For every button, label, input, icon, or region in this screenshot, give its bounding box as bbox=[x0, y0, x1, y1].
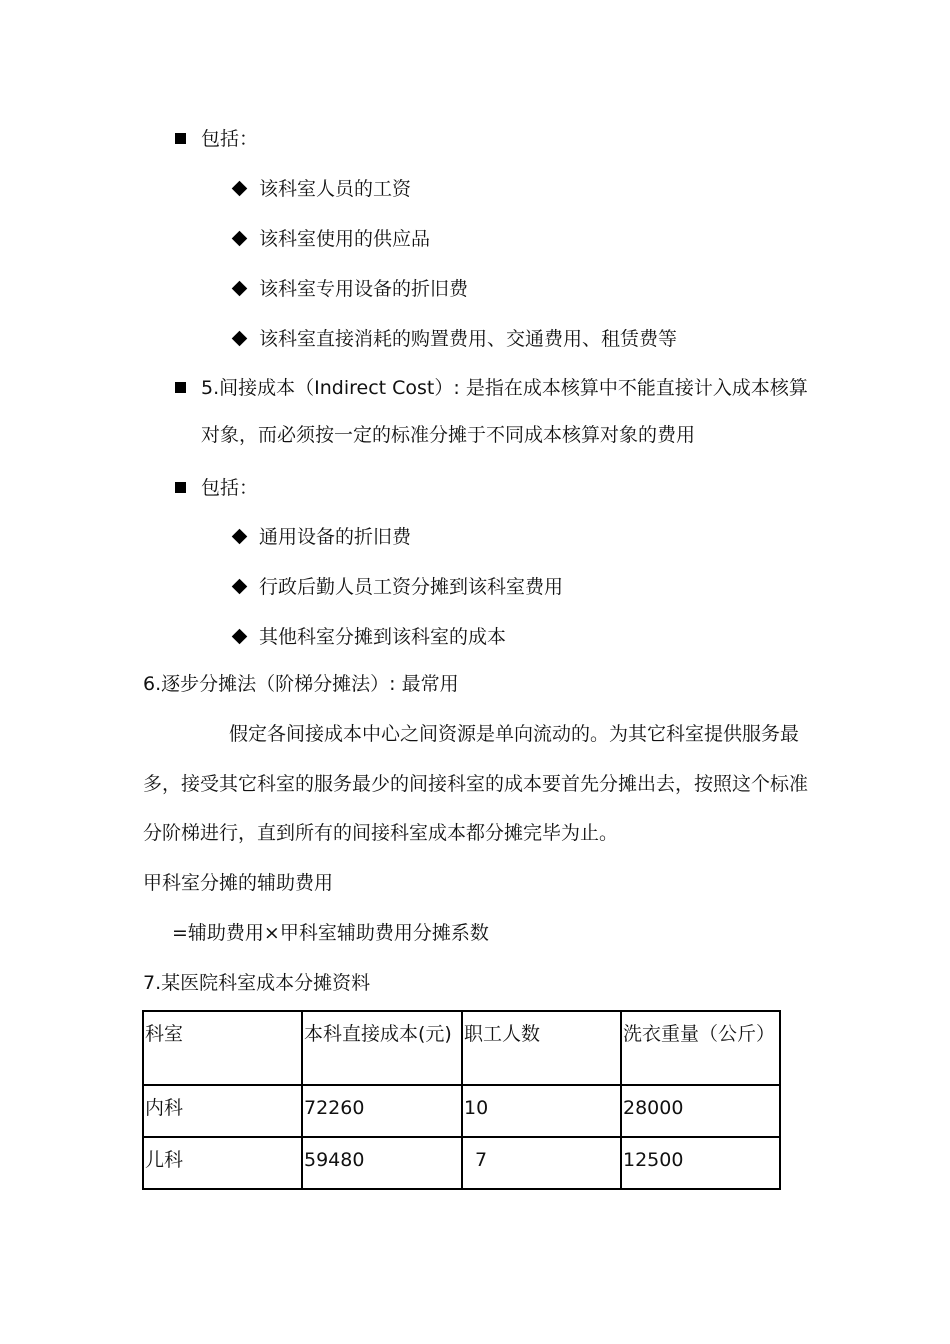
diamond-bullet-icon bbox=[232, 529, 248, 545]
table-cell: 7 bbox=[462, 1137, 621, 1189]
square-bullet-icon bbox=[175, 382, 186, 393]
list-item: 包括： bbox=[201, 477, 259, 499]
diamond-bullet-icon bbox=[232, 579, 248, 595]
list-item: 该科室直接消耗的购置费用、交通费用、租赁费等 bbox=[259, 328, 678, 350]
header-cell: 本科直接成本(元) bbox=[302, 1011, 462, 1085]
table-cell: 59480 bbox=[302, 1137, 462, 1189]
table-cell: 28000 bbox=[621, 1085, 780, 1137]
paragraph-line: 分阶梯进行，直到所有的间接科室成本都分摊完毕为止。 bbox=[143, 822, 619, 844]
list-item: 该科室专用设备的折旧费 bbox=[259, 278, 469, 300]
list-item: 行政后勤人员工资分摊到该科室费用 bbox=[259, 576, 564, 598]
table-cell: 儿科 bbox=[143, 1137, 302, 1189]
header-cell: 洗衣重量（公斤） bbox=[621, 1011, 780, 1085]
list-item: 包括： bbox=[201, 128, 259, 150]
diamond-bullet-icon bbox=[232, 331, 248, 347]
table-header-row bbox=[143, 1011, 780, 1085]
diamond-bullet-icon bbox=[232, 181, 248, 197]
list-item: 其他科室分摊到该科室的成本 bbox=[259, 626, 507, 648]
table-row bbox=[143, 1137, 780, 1189]
table-cell: 内科 bbox=[143, 1085, 302, 1137]
diamond-bullet-icon bbox=[232, 629, 248, 645]
indirect-cost-definition: 5.间接成本（Indirect Cost）: 是指在成本核算中不能直接计入成本核算 bbox=[201, 377, 808, 399]
square-bullet-icon bbox=[175, 482, 186, 493]
paragraph-line: 假定各间接成本中心之间资源是单向流动的。为其它科室提供服务最 bbox=[229, 723, 800, 745]
table-cell: 12500 bbox=[621, 1137, 780, 1189]
section-heading: 6.逐步分摊法（阶梯分摊法）: 最常用 bbox=[143, 673, 459, 695]
square-bullet-icon bbox=[175, 133, 186, 144]
diamond-bullet-icon bbox=[232, 231, 248, 247]
cost-allocation-table bbox=[142, 1010, 781, 1190]
indirect-cost-definition-cont: 对象，而必须按一定的标准分摊于不同成本核算对象的费用 bbox=[201, 424, 696, 446]
formula-expression: =辅助费用×甲科室辅助费用分摊系数 bbox=[172, 922, 489, 944]
paragraph-line: 多，接受其它科室的服务最少的间接科室的成本要首先分摊出去，按照这个标准 bbox=[143, 773, 809, 795]
formula-label: 甲科室分摊的辅助费用 bbox=[143, 872, 334, 894]
table-row bbox=[143, 1085, 780, 1137]
list-item: 通用设备的折旧费 bbox=[259, 526, 412, 548]
section-heading: 7.某医院科室成本分摊资料 bbox=[143, 972, 371, 994]
list-item: 该科室使用的供应品 bbox=[259, 228, 431, 250]
table-cell: 72260 bbox=[302, 1085, 462, 1137]
diamond-bullet-icon bbox=[232, 281, 248, 297]
header-cell: 职工人数 bbox=[462, 1011, 621, 1085]
header-cell: 科室 bbox=[143, 1011, 302, 1085]
table-cell: 10 bbox=[462, 1085, 621, 1137]
list-item: 该科室人员的工资 bbox=[259, 178, 412, 200]
